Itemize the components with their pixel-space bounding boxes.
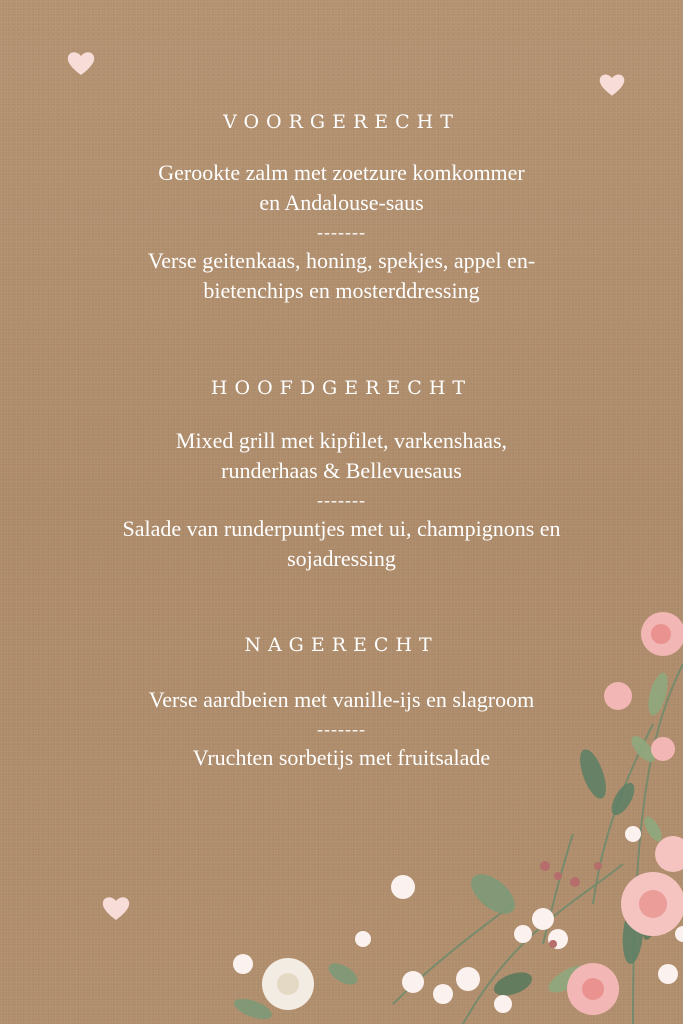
section-hoofdgerecht	[0, 376, 683, 574]
dish-line: Gerookte zalm met zoetzure komkommer	[158, 160, 525, 185]
dish-line: runderhaas & Bellevuesaus	[221, 458, 462, 483]
dish-separator: -------	[317, 719, 366, 739]
dish-line: Mixed grill met kipfilet, varkenshaas,	[175, 428, 508, 453]
dish-separator: -------	[317, 490, 366, 510]
dish-line: Salade van runderpuntjes met ui, champignons en	[122, 516, 561, 541]
section-heading: VOORGERECHT	[223, 111, 460, 133]
heart-icon	[598, 71, 626, 98]
dish-line: en Andalouse-saus	[259, 190, 424, 215]
dish-line: Verse aardbeien met vanille-ijs en slagroom	[148, 687, 535, 712]
dish-line: Verse geitenkaas, honing, spekjes, appel en-	[147, 248, 536, 273]
dish-line: sojadressing	[287, 546, 396, 571]
section-voorgerecht	[0, 110, 683, 306]
dish-line: bietenchips en mosterddressing	[203, 278, 480, 303]
section-heading: HOOFDGERECHT	[210, 377, 473, 399]
flower-bouquet-icon	[213, 604, 683, 1024]
dish-line: Vruchten sorbetijs met fruitsalade	[192, 745, 491, 770]
dish-separator: -------	[317, 222, 366, 242]
heart-icon	[66, 49, 96, 77]
heart-icon	[101, 894, 131, 922]
section-heading: NAGERECHT	[244, 634, 439, 656]
